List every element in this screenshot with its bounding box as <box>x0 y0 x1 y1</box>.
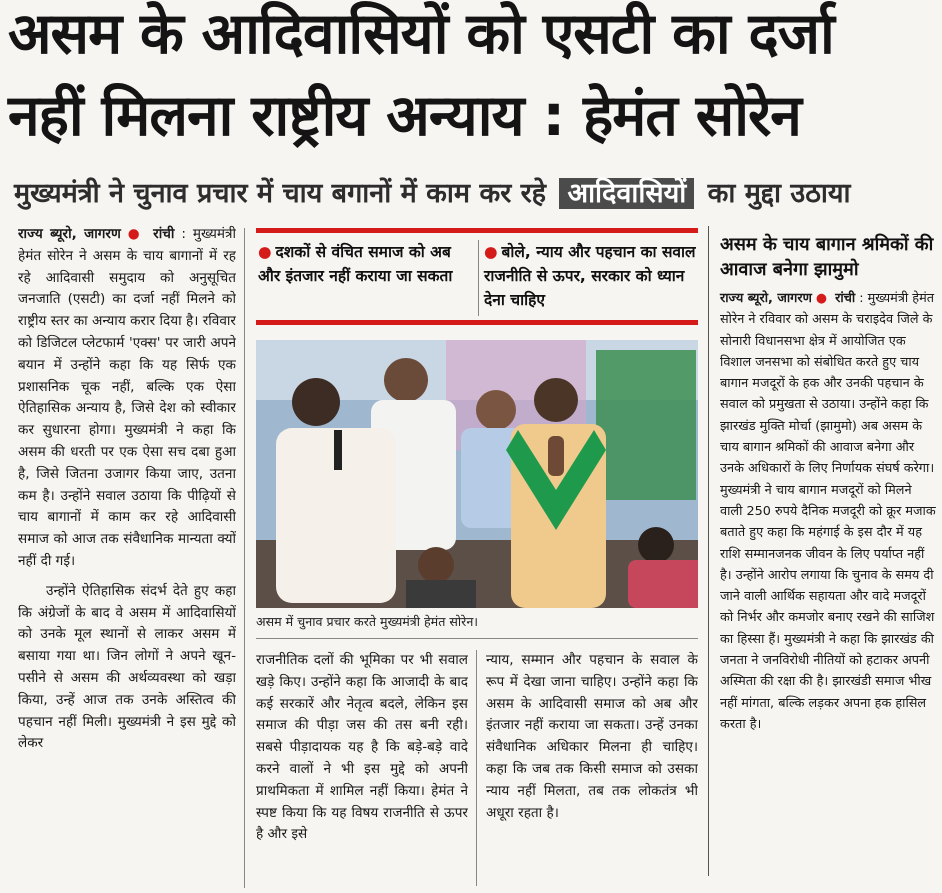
side-story-divider <box>708 226 709 876</box>
campaign-photo <box>256 340 698 608</box>
bullet-icon: ● <box>127 226 143 242</box>
side-byline: राज्य ब्यूरो, जागरण <box>720 291 812 306</box>
highlight-box-2 <box>484 240 696 312</box>
highlight-box-1 <box>258 240 473 288</box>
subheadline-text: मुख्यमंत्री ने चुनाव प्रचार में चाय बगानों में काम कर रहे <box>14 178 547 209</box>
column-divider <box>476 650 477 886</box>
highlight-text-1: दशकों से वंचित समाज को अब और इंतजार नहीं कराया जा सकता <box>258 243 453 285</box>
main-story-column-3: न्याय, सम्मान और पहचान के सवाल के रूप में देखा जाना चाहिए। उन्होंने कहा कि असम के आदिवासी समाज को अब और इंतजार नहीं कराया जा सकता। उन्हें उनका संवैधानिक अधिकार मिलना ही चाहिए। कहा कि जब तक किसी समाज को उसका न्याय नहीं मिलता, तब तक लोकतंत्र भी अधूरा रहता है। <box>486 652 698 821</box>
main-location: रांची <box>153 226 175 242</box>
caption-rule <box>256 638 698 639</box>
campaign-photo-illustration <box>256 340 698 608</box>
highlight-bottom-rule <box>256 320 698 325</box>
subheadline-tail: का मुद्दा उठाया <box>707 178 851 209</box>
main-story-column-1: राज्य ब्यूरो, जागरण ● रांची : मुख्यमंत्री हेमंत सोरेन ने असम के चाय बागानों में रह रहे आदिवासी समुदाय को अनुसूचित जनजाति (एसटी) का दर्जा नहीं मिलने को राष्ट्रीय स्तर का अन्याय करार दिया है। रविवार को डिजिटल प्लेटफार्म 'एक्स' पर जारी अपने बयान में उन्होंने कहा कि यह सिर्फ एक प्रशासनिक चूक नहीं, बल्कि एक ऐसा ऐतिहासिक अन्याय है, जिसे देश को स्वीकार कर सुधारना होगा। मुख्यमंत्री ने कहा कि असम की धरती पर एक ऐसा सच दबा हुआ है, जिसे जितना उजागर किया जाए, उतना कम है। उन्होंने सवाल उठाया कि पीढ़ियों से चाय बागानों में काम कर रहे आदिवासी समाज को आज तक संवैधानिक मान्यता क्यों नहीं दी गई। उन्होंने ऐतिहासिक संदर्भ देते हुए कहा कि अंग्रेजों के बाद वे असम में आदिवासियों को उनके मूल स्थानों से लाकर असम में बसाया गया था। जिन लोगों ने अपने खून-पसीने से असम की अर्थव्यवस्था को खड़ा किया, उन्हें आज तक उनके अस्तित्व की पहचान नहीं मिली। मुख्यमंत्री ने इस मुद्दे को लेकर <box>18 224 236 888</box>
side-story-body: राज्य ब्यूरो, जागरण ● रांची : मुख्यमंत्री हेमंत सोरेन ने रविवार को असम के चराइदेव जिले के सोनारी विधानसभा क्षेत्र में आयोजित एक विशाल जनसभा को संबोधित करते हुए चाय बागान मजदूरों के हक और उनकी पहचान के सवाल को प्रमुखता से उठाया। उन्होंने कहा कि झारखंड मुक्ति मोर्चा (झामुमो) अब असम के चाय बागान श्रमिकों की आवाज बनेगा और उनके अधिकारों के लिए निर्णायक संघर्ष करेगा। मुख्यमंत्री ने चाय बागान मजदूरों को मिलने वाली 250 रुपये दैनिक मजदूरी को क्रूर मजाक बताते हुए कहा कि महंगाई के इस दौर में यह राशि सम्मानजनक जीवन के लिए पर्याप्त नहीं है। उन्होंने आरोप लगाया कि चुनाव के समय दी जाने वाली आर्थिक सहायता और वादे मजदूरों को निर्भर और कमजोर बनाए रखने की साजिश का हिस्सा हैं। मुख्यमंत्री ने कहा कि झारखंड की जनता ने जनविरोधी नीतियों को हटाकर अपनी अस्मिता की रक्षा की है। झारखंडी समाज भीख नहीं मांगता, बल्कि लड़कर अपना हक हासिल करता है। <box>720 291 936 732</box>
photo-caption: असम में चुनाव प्रचार करते मुख्यमंत्री हेमंत सोरेन। <box>256 614 479 629</box>
headline-line-2: नहीं मिलना राष्ट्रीय अन्याय : हेमंत सोरेन <box>8 83 801 149</box>
subheadline-highlight: आदिवासियों <box>559 178 694 209</box>
side-story-text: मुख्यमंत्री हेमंत सोरेन ने रविवार को असम के चराइदेव जिले के सोनारी विधानसभा क्षेत्र में आयोजित एक विशाल जनसभा को संबोधित करते हुए चाय बागान मजदूरों के हक और उनकी पहचान के सवाल को प्रमुखता से उठाया। उन्होंने कहा कि झारखंड मुक्ति मोर्चा (झामुमो) अब असम के चाय बागान श्रमिकों की आवाज बनेगा और उनके अधिकारों के लिए निर्णायक संघर्ष करेगा। मुख्यमंत्री ने चाय बागान मजदूरों को मिलने वाली 250 रुपये दैनिक मजदूरी को क्रूर मजाक बताते हुए कहा कि महंगाई के इस दौर में यह राशि सम्मानजनक जीवन के लिए पर्याप्त नहीं है। उन्होंने आरोप लगाया कि चुनाव के समय दी जाने वाली आर्थिक सहायता और वादे मजदूरों को निर्भर और कमजोर बनाए रखने की साजिश का हिस्सा हैं। मुख्यमंत्री ने कहा कि झारखंड की जनता ने जनविरोधी नीतियों को हटाकर अपनी अस्मिता की रक्षा की है। झारखंडी समाज भीख नहीं मांगता, बल्कि लड़कर अपना हक हासिल करता है। <box>720 291 936 732</box>
main-story-column-2: राजनीतिक दलों की भूमिका पर भी सवाल खड़े किए। उन्होंने कहा कि आजादी के बाद कई सरकारें और नेतृत्व बदले, लेकिन इस समाज की पीड़ा जस की तस बनी रही। सबसे पीड़ादायक यह है कि बड़े-बड़े वादे करने वालों ने भी इस मुद्दे को अपनी प्राथमिकता में शामिल नहीं किया। हेमंत ने स्पष्ट किया कि यह विषय राजनीति से ऊपर है और इसे <box>256 652 468 843</box>
highlight-top-rule <box>256 228 698 233</box>
bullet-icon: ● <box>484 243 498 261</box>
headline-line-1: असम के आदिवासियों को एसटी का दर्जा <box>8 1 834 67</box>
main-paragraph-1: मुख्यमंत्री हेमंत सोरेन ने असम के चाय बागानों में रह रहे आदिवासी समुदाय को अनुसूचित जनजाति (एसटी) का दर्जा नहीं मिलने को राष्ट्रीय स्तर का अन्याय करार दिया है। रविवार को डिजिटल प्लेटफार्म 'एक्स' पर जारी अपने बयान में उन्होंने कहा कि यह सिर्फ एक प्रशासनिक चूक नहीं, बल्कि एक ऐसा ऐतिहासिक अन्याय है, जिसे देश को स्वीकार कर सुधारना होगा। मुख्यमंत्री ने कहा कि असम की धरती पर एक ऐसा सच दबा हुआ है, जिसे जितना उजागर किया जाए, उतना कम है। उन्होंने सवाल उठाया कि पीढ़ियों से चाय बागानों में काम कर रहे आदिवासी समाज को आज तक संवैधानिक मान्यता क्यों नहीं दी गई। <box>18 226 236 569</box>
highlight-text-2: बोले, न्याय और पहचान का सवाल राजनीति से ऊपर, सरकार को ध्यान देना चाहिए <box>484 243 696 309</box>
main-paragraph-2: उन्होंने ऐतिहासिक संदर्भ देते हुए कहा कि अंग्रेजों के बाद वे असम में आदिवासियों को उनके मूल स्थानों से लाकर असम में बसाया गया था। जिन लोगों ने अपने खून-पसीने से असम की अर्थव्यवस्था को खड़ा किया, उन्हें आज तक उनके अस्तित्व की पहचान नहीं मिली। मुख्यमंत्री ने इस मुद्दे को लेकर <box>18 582 236 752</box>
bullet-icon: ● <box>258 243 272 261</box>
side-story-title: असम के चाय बागान श्रमिकों की आवाज बनेगा झामुमो <box>720 234 934 280</box>
main-byline: राज्य ब्यूरो, जागरण <box>18 226 121 242</box>
bullet-icon: ● <box>815 291 828 306</box>
highlight-divider <box>478 240 479 316</box>
column-divider <box>244 228 245 888</box>
subheadline <box>14 172 934 218</box>
side-location: रांची <box>835 291 856 306</box>
